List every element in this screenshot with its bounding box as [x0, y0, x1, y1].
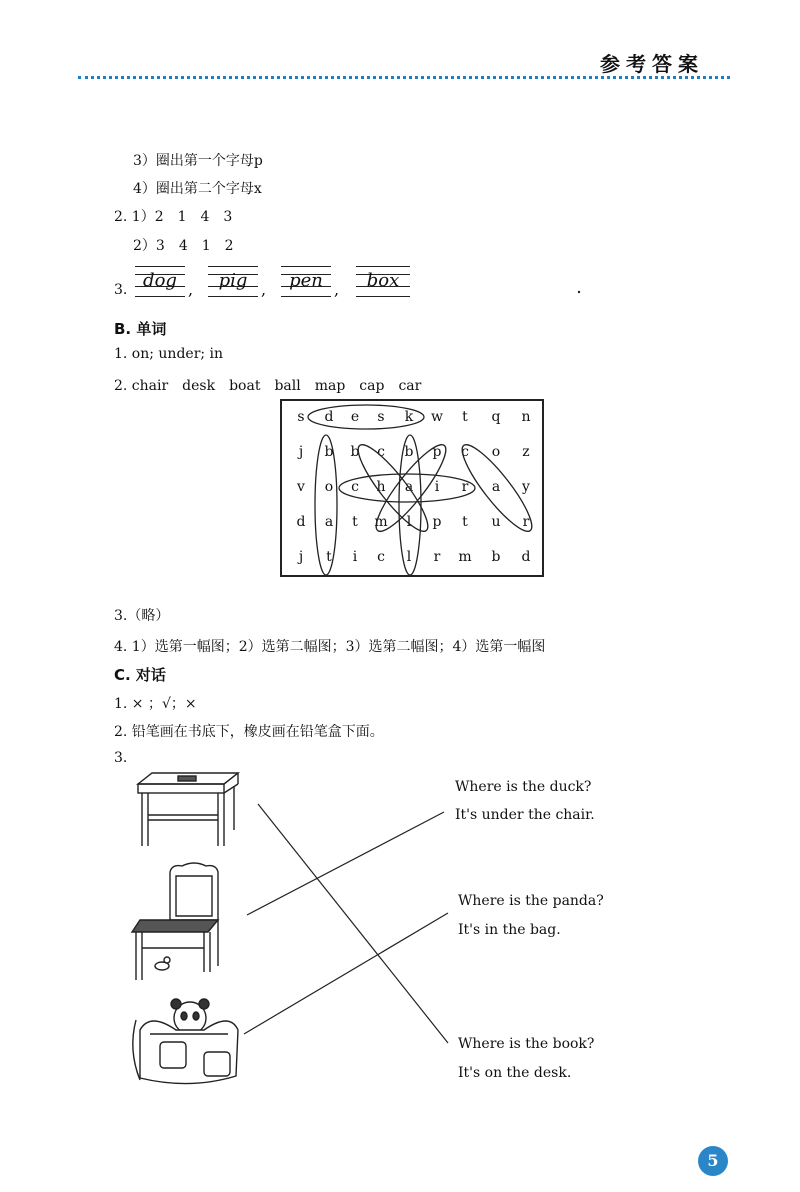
chair-picture [132, 863, 218, 980]
circle-ball [399, 435, 421, 575]
handwritten-word: pig [218, 270, 248, 291]
grid-letter: z [522, 444, 530, 460]
grid-letter: i [352, 549, 358, 565]
grid-letter: h [376, 479, 386, 495]
grid-letter: t [462, 514, 468, 530]
answer-panda: It's in the bag. [458, 922, 561, 938]
grid-letter: s [297, 409, 305, 425]
grid-letter: v [297, 479, 305, 495]
section-c-title: C. 对话 [114, 666, 166, 684]
answer-b3: 3.（略） [114, 608, 170, 624]
grid-letter: b [324, 444, 334, 460]
grid-letter: p [432, 444, 442, 460]
grid-letter: j [298, 549, 304, 565]
grid-letter: t [462, 409, 468, 425]
comma: , [261, 280, 267, 299]
answer-b1: 1. on; under; in [114, 346, 224, 362]
answer-c1: 1. × ；√；× [114, 696, 197, 712]
page-number: 5 [698, 1146, 728, 1176]
circle-car [454, 437, 541, 538]
grid-letter: r [433, 549, 441, 565]
answer-duck: It's under the chair. [455, 807, 595, 823]
grid-letter: m [374, 514, 388, 530]
grid-letter: n [521, 409, 531, 425]
word-search-circles [308, 405, 540, 575]
grid-letter: d [521, 549, 531, 565]
grid-letter: e [350, 409, 360, 425]
grid-letter: b [491, 549, 501, 565]
question-panda: Where is the panda? [458, 893, 604, 909]
grid-letter: i [434, 479, 440, 495]
answer-q3-label: 3. [114, 282, 128, 298]
bag-panda-picture [133, 999, 238, 1084]
grid-letter: r [522, 514, 530, 530]
grid-letter: c [377, 444, 385, 460]
desk-picture [138, 773, 238, 846]
answer-b4: 4. 1）选第一幅图；2）选第二幅图；3）选第二幅图；4）选第一幅图 [114, 639, 546, 655]
answer-c2: 2. 铅笔画在书底下，橡皮画在铅笔盒下面。 [114, 724, 384, 740]
question-duck: Where is the duck? [455, 779, 592, 795]
grid-letter: l [406, 549, 412, 565]
grid-letter: p [432, 514, 442, 530]
answer-b2: 2. chair desk boat ball map cap car [114, 378, 422, 394]
grid-letter: j [298, 444, 304, 460]
section-b-title: B. 单词 [114, 320, 167, 338]
answer-line-a4: 4）圈出第二个字母x [133, 181, 262, 197]
circle-cap [368, 437, 455, 538]
match-line-desk [258, 804, 448, 1043]
grid-letter: a [491, 479, 501, 495]
grid-letter: l [406, 514, 412, 530]
handwritten-word: dog [143, 270, 177, 291]
comma: , [334, 280, 340, 299]
comma: , [188, 280, 194, 299]
grid-letter: a [324, 514, 334, 530]
circle-desk [308, 405, 424, 429]
grid-letter: r [461, 479, 469, 495]
answer-line-2-2: 2）3 4 1 2 [133, 238, 234, 254]
grid-letter: s [377, 409, 385, 425]
grid-letter: c [351, 479, 359, 495]
match-line-bag [244, 913, 448, 1034]
stray-dot [578, 291, 580, 293]
handwritten-word: pen [289, 270, 323, 291]
answer-line-2-1: 2. 1）2 1 4 3 [114, 209, 233, 225]
grid-letter: t [352, 514, 358, 530]
grid-letter: k [404, 409, 414, 425]
grid-letter: a [404, 479, 414, 495]
grid-letter: t [326, 549, 332, 565]
question-book: Where is the book? [458, 1036, 595, 1052]
grid-letter: u [491, 514, 501, 530]
grid-letter: b [350, 444, 360, 460]
page-header-title: 参考答案 [600, 52, 704, 76]
answer-c3: 3. [114, 750, 128, 766]
grid-letter: c [461, 444, 469, 460]
matching-lines [244, 804, 448, 1043]
grid-letter: q [491, 409, 501, 425]
circle-map [350, 437, 437, 538]
grid-letter: w [431, 409, 443, 425]
circle-chair [339, 474, 475, 502]
grid-letter: m [458, 549, 472, 565]
answer-line-a3: 3）圈出第一个字母p [133, 153, 263, 169]
grid-letter: b [404, 444, 414, 460]
answer-book: It's on the desk. [458, 1065, 572, 1081]
grid-letter: d [296, 514, 306, 530]
grid-letter: d [324, 409, 334, 425]
grid-letter: y [522, 479, 530, 495]
grid-letter: c [377, 549, 385, 565]
grid-letter: o [491, 444, 501, 460]
grid-letter: o [324, 479, 334, 495]
circle-boat [315, 435, 337, 575]
handwritten-word: box [366, 270, 400, 291]
